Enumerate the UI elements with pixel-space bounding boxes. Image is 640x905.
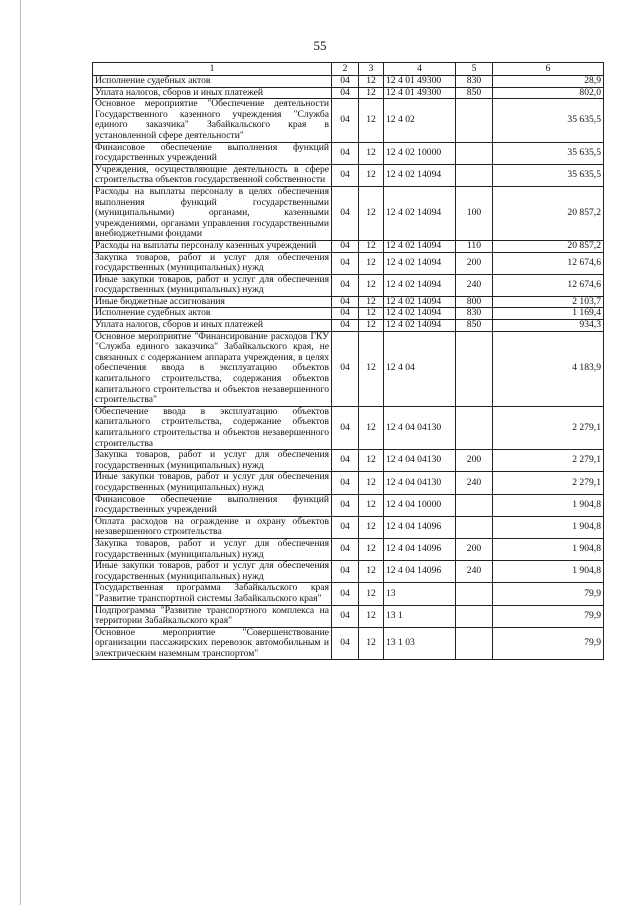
target-article-cell: 12 4 02 14094 (384, 164, 456, 186)
table-row (93, 450, 604, 472)
target-article-cell: 13 1 03 (384, 627, 456, 660)
table-row (93, 627, 604, 660)
table-row (93, 87, 604, 99)
amount-cell: 4 183,9 (493, 331, 604, 406)
header-row (93, 63, 604, 76)
row-name-cell: Расходы на выплаты персоналу в целях обеспечения выполнения функций государственными (муниципальными) органами, казенными учреждениями, органами управления государственными внебюджетными фондами (93, 186, 332, 240)
amount-cell: 1 904,8 (493, 561, 604, 583)
subsection-cell: 12 (359, 164, 384, 186)
table-row (93, 320, 604, 332)
expense-type-cell: 200 (456, 252, 493, 274)
amount-cell: 79,9 (493, 627, 604, 660)
target-article-cell: 12 4 04 04130 (384, 450, 456, 472)
row-name-cell: Основное мероприятие "Совершенствование организации пассажирских перевозок автомобильным и электрическим наземным транспортом" (93, 627, 332, 660)
expense-type-cell: 200 (456, 450, 493, 472)
amount-cell: 35 635,5 (493, 164, 604, 186)
subsection-cell: 12 (359, 76, 384, 88)
row-name-cell: Исполнение судебных актов (93, 76, 332, 88)
target-article-cell: 12 4 04 (384, 331, 456, 406)
target-article-cell: 12 4 02 14094 (384, 320, 456, 332)
section-cell: 04 (332, 538, 359, 560)
table-row (93, 406, 604, 449)
target-article-cell: 12 4 02 14094 (384, 252, 456, 274)
table-row (93, 186, 604, 240)
row-name-cell: Уплата налогов, сборов и иных платежей (93, 87, 332, 99)
subsection-cell: 12 (359, 561, 384, 583)
section-cell: 04 (332, 627, 359, 660)
amount-cell: 28,9 (493, 76, 604, 88)
table-row (93, 164, 604, 186)
row-name-cell: Уплата налогов, сборов и иных платежей (93, 320, 332, 332)
table-row (93, 274, 604, 296)
section-cell: 04 (332, 406, 359, 449)
target-article-cell: 12 4 02 10000 (384, 142, 456, 164)
target-article-cell: 12 4 02 14094 (384, 186, 456, 240)
amount-cell: 20 857,2 (493, 240, 604, 252)
row-name-cell: Закупка товаров, работ и услуг для обеспечения государственных (муниципальных) нужд (93, 450, 332, 472)
target-article-cell: 12 4 01 49300 (384, 76, 456, 88)
target-article-cell: 12 4 02 14094 (384, 296, 456, 308)
subsection-cell: 12 (359, 583, 384, 605)
section-cell: 04 (332, 320, 359, 332)
subsection-cell: 12 (359, 472, 384, 494)
subsection-cell: 12 (359, 406, 384, 449)
target-article-cell: 12 4 04 10000 (384, 494, 456, 516)
table-header (93, 63, 604, 76)
table-row (93, 472, 604, 494)
subsection-cell: 12 (359, 494, 384, 516)
expense-type-cell: 240 (456, 274, 493, 296)
amount-cell: 802,0 (493, 87, 604, 99)
expense-type-cell (456, 142, 493, 164)
subsection-cell: 12 (359, 274, 384, 296)
subsection-cell: 12 (359, 240, 384, 252)
section-cell: 04 (332, 87, 359, 99)
expense-type-cell: 800 (456, 296, 493, 308)
target-article-cell: 12 4 04 04130 (384, 472, 456, 494)
column-header: 1 (93, 63, 332, 76)
subsection-cell: 12 (359, 308, 384, 320)
expense-type-cell (456, 627, 493, 660)
section-cell: 04 (332, 296, 359, 308)
expense-type-cell: 240 (456, 561, 493, 583)
subsection-cell: 12 (359, 516, 384, 538)
table-row (93, 538, 604, 560)
expense-type-cell (456, 516, 493, 538)
section-cell: 04 (332, 583, 359, 605)
target-article-cell: 12 4 02 14094 (384, 274, 456, 296)
section-cell: 04 (332, 605, 359, 627)
scan-edge-mark (20, 0, 21, 905)
row-name-cell: Исполнение судебных актов (93, 308, 332, 320)
section-cell: 04 (332, 494, 359, 516)
expense-type-cell: 830 (456, 308, 493, 320)
table-row (93, 583, 604, 605)
target-article-cell: 12 4 04 14096 (384, 561, 456, 583)
table-row (93, 142, 604, 164)
row-name-cell: Оплата расходов на ограждение и охрану объектов незавершенного строительства (93, 516, 332, 538)
amount-cell: 12 674,6 (493, 252, 604, 274)
subsection-cell: 12 (359, 320, 384, 332)
row-name-cell: Финансовое обеспечение выполнения функций государственных учреждений (93, 494, 332, 516)
subsection-cell: 12 (359, 99, 384, 142)
row-name-cell: Основное мероприятие "Финансирование расходов ГКУ "Служба единого заказчика" Забайкальского края, не связанных с содержанием аппарата учреждения, в целях обеспечения ввода в эксплуатацию объектов капитального строительства, содержания объектов капитального строительства и объектов незавершенного строительства" (93, 331, 332, 406)
row-name-cell: Обеспечение ввода в эксплуатацию объектов капитального строительства, содержание объектов капитального строительства и объектов незавершенного строительства (93, 406, 332, 449)
table-row (93, 252, 604, 274)
target-article-cell: 12 4 01 49300 (384, 87, 456, 99)
row-name-cell: Основное мероприятие "Обеспечение деятельности Государственного казенного учреждения "Служба единого заказчика" Забайкальского края в установленной сфере деятельности" (93, 99, 332, 142)
target-article-cell: 12 4 02 14094 (384, 308, 456, 320)
expense-type-cell (456, 331, 493, 406)
expense-type-cell (456, 99, 493, 142)
expense-type-cell: 850 (456, 87, 493, 99)
subsection-cell: 12 (359, 331, 384, 406)
expense-type-cell: 850 (456, 320, 493, 332)
amount-cell: 2 279,1 (493, 450, 604, 472)
subsection-cell: 12 (359, 142, 384, 164)
row-name-cell: Закупка товаров, работ и услуг для обеспечения государственных (муниципальных) нужд (93, 538, 332, 560)
row-name-cell: Иные закупки товаров, работ и услуг для обеспечения государственных (муниципальных) нужд (93, 561, 332, 583)
row-name-cell: Учреждения, осуществляющие деятельность в сфере строительства объектов государственной собственности (93, 164, 332, 186)
row-name-cell: Иные бюджетные ассигнования (93, 296, 332, 308)
section-cell: 04 (332, 99, 359, 142)
amount-cell: 1 169,4 (493, 308, 604, 320)
row-name-cell: Финансовое обеспечение выполнения функций государственных учреждений (93, 142, 332, 164)
table-row (93, 308, 604, 320)
amount-cell: 2 279,1 (493, 472, 604, 494)
subsection-cell: 12 (359, 87, 384, 99)
amount-cell: 35 635,5 (493, 142, 604, 164)
expense-type-cell: 830 (456, 76, 493, 88)
row-name-cell: Государственная программа Забайкальского края "Развитие транспортной системы Забайкальского края" (93, 583, 332, 605)
subsection-cell: 12 (359, 605, 384, 627)
budget-table (92, 62, 604, 660)
subsection-cell: 12 (359, 538, 384, 560)
target-article-cell: 12 4 04 14096 (384, 516, 456, 538)
page-number: 55 (313, 38, 327, 53)
column-header: 3 (359, 63, 384, 76)
subsection-cell: 12 (359, 296, 384, 308)
section-cell: 04 (332, 186, 359, 240)
section-cell: 04 (332, 450, 359, 472)
row-name-cell: Иные закупки товаров, работ и услуг для обеспечения государственных (муниципальных) нужд (93, 274, 332, 296)
amount-cell: 1 904,8 (493, 494, 604, 516)
section-cell: 04 (332, 308, 359, 320)
amount-cell: 1 904,8 (493, 538, 604, 560)
table-row (93, 331, 604, 406)
section-cell: 04 (332, 76, 359, 88)
column-header: 2 (332, 63, 359, 76)
section-cell: 04 (332, 240, 359, 252)
row-name-cell: Подпрограмма "Развитие транспортного комплекса на территории Забайкальского края" (93, 605, 332, 627)
amount-cell: 2 103,7 (493, 296, 604, 308)
subsection-cell: 12 (359, 186, 384, 240)
target-article-cell: 12 4 04 04130 (384, 406, 456, 449)
amount-cell: 20 857,2 (493, 186, 604, 240)
column-header: 6 (493, 63, 604, 76)
section-cell: 04 (332, 331, 359, 406)
target-article-cell: 13 (384, 583, 456, 605)
expense-type-cell: 240 (456, 472, 493, 494)
target-article-cell: 13 1 (384, 605, 456, 627)
table-body (93, 76, 604, 660)
row-name-cell: Закупка товаров, работ и услуг для обеспечения государственных (муниципальных) нужд (93, 252, 332, 274)
target-article-cell: 12 4 02 (384, 99, 456, 142)
amount-cell: 12 674,6 (493, 274, 604, 296)
section-cell: 04 (332, 274, 359, 296)
amount-cell: 79,9 (493, 583, 604, 605)
table-row (93, 605, 604, 627)
expense-type-cell (456, 406, 493, 449)
column-header: 5 (456, 63, 493, 76)
table-row (93, 494, 604, 516)
row-name-cell: Иные закупки товаров, работ и услуг для обеспечения государственных (муниципальных) нужд (93, 472, 332, 494)
subsection-cell: 12 (359, 450, 384, 472)
row-name-cell: Расходы на выплаты персоналу казенных учреждений (93, 240, 332, 252)
target-article-cell: 12 4 02 14094 (384, 240, 456, 252)
expense-type-cell: 110 (456, 240, 493, 252)
expense-type-cell (456, 605, 493, 627)
target-article-cell: 12 4 04 14096 (384, 538, 456, 560)
table-row (93, 76, 604, 88)
subsection-cell: 12 (359, 252, 384, 274)
expense-type-cell: 200 (456, 538, 493, 560)
table-row (93, 296, 604, 308)
section-cell: 04 (332, 561, 359, 583)
expense-type-cell (456, 494, 493, 516)
amount-cell: 1 904,8 (493, 516, 604, 538)
section-cell: 04 (332, 472, 359, 494)
amount-cell: 79,9 (493, 605, 604, 627)
section-cell: 04 (332, 516, 359, 538)
section-cell: 04 (332, 164, 359, 186)
expense-type-cell (456, 164, 493, 186)
table-row (93, 516, 604, 538)
amount-cell: 934,3 (493, 320, 604, 332)
table-row (93, 99, 604, 142)
table-row (93, 561, 604, 583)
amount-cell: 2 279,1 (493, 406, 604, 449)
column-header: 4 (384, 63, 456, 76)
section-cell: 04 (332, 252, 359, 274)
subsection-cell: 12 (359, 627, 384, 660)
expense-type-cell: 100 (456, 186, 493, 240)
section-cell: 04 (332, 142, 359, 164)
amount-cell: 35 635,5 (493, 99, 604, 142)
table-row (93, 240, 604, 252)
expense-type-cell (456, 583, 493, 605)
